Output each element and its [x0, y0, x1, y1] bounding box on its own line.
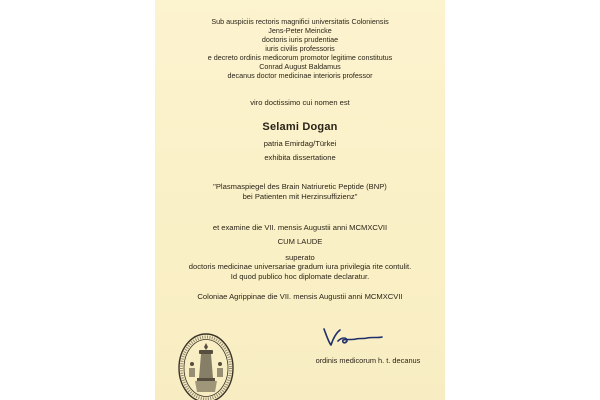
conferral-line-3: Id quod publico hoc diplomate declaratur. — [230, 272, 370, 281]
dean-signature-icon — [320, 325, 384, 351]
header-line-dean-name: Conrad August Baldamus — [259, 62, 341, 71]
dissertation-title-line-1: "Plasmaspiegel des Brain Natriuretic Peptide (BNP) — [213, 182, 387, 191]
header-line-rector-degree: doctoris iuris prudentiae — [261, 35, 339, 44]
diploma-page — [155, 0, 445, 400]
signatory-title: ordinis medicorum h. t. decanus — [315, 356, 421, 365]
conferral-line-1: superato — [285, 253, 315, 262]
place-date-line: Coloniae Agrippinae die VII. mensis Augustii anni MCMXCVII — [197, 292, 403, 301]
conferral-line-2: doctoris medicinae universariae gradum iura privilegia rite contulit. — [188, 262, 412, 271]
dissertation-title-line-2: bei Patienten mit Herzinsuffizienz" — [242, 192, 358, 201]
header-line-rector-title: iuris civilis professoris — [265, 44, 335, 53]
exhibita-line: exhibita dissertatione — [264, 153, 336, 162]
grade-line: CUM LAUDE — [277, 237, 323, 246]
university-seal-icon — [177, 328, 235, 400]
exam-line: et examine die VII. mensis Augustii anni MCMXCVII — [212, 223, 388, 232]
header-line-rector-name: Jens-Peter Meincke — [268, 26, 332, 35]
intro-line: viro doctissimo cui nomen est — [250, 98, 350, 107]
origin-line: patria Emirdag/Türkei — [263, 139, 337, 148]
header-line-university: Sub auspiciis rectoris magnifici universitatis Coloniensis — [211, 17, 389, 26]
header-line-dean-title: decanus doctor medicinae interioris professor — [227, 71, 373, 80]
header-line-decree: e decreto ordinis medicorum promotor legitime constitutus — [207, 53, 393, 62]
recipient-name: Selami Dogan — [262, 121, 338, 133]
